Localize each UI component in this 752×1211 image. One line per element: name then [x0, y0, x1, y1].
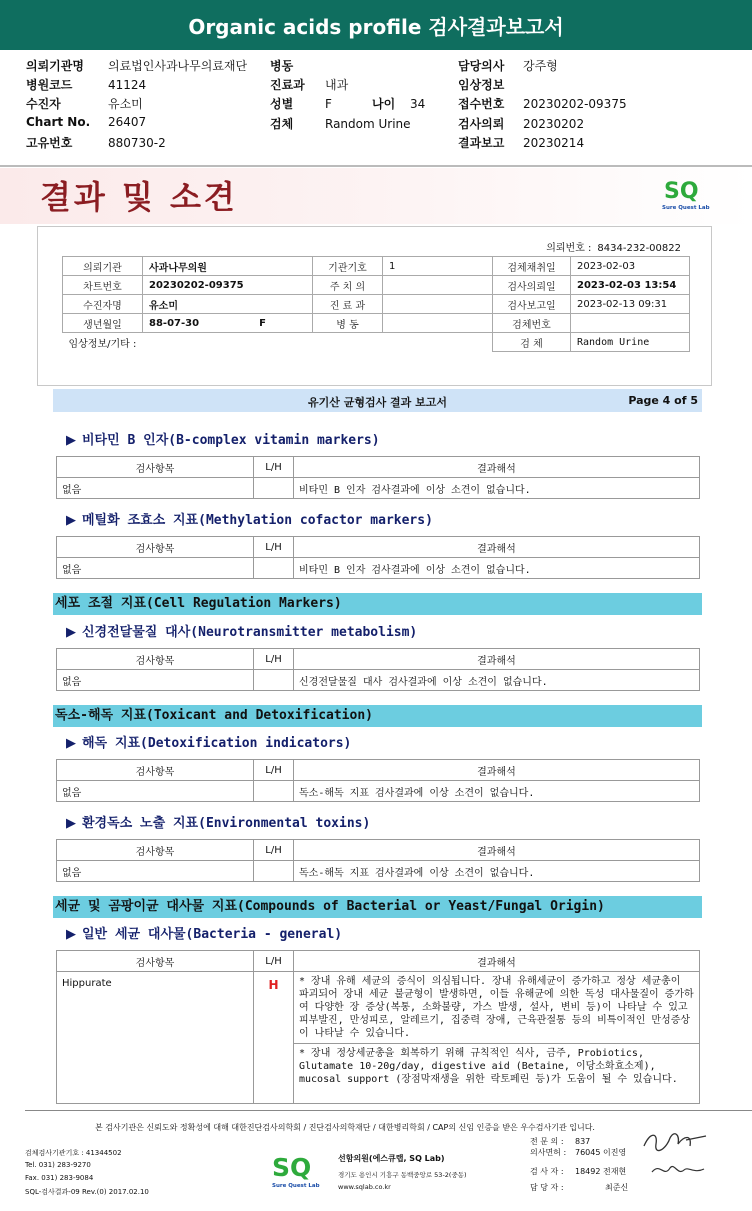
header-field: 결과보고 20230214 [458, 136, 585, 150]
result-table: 검사항목 L/H 결과해석 없음 독소-해독 지표 검사결과에 이상 소견이 없습니다. [56, 759, 700, 802]
subsection-title: ▶ 비타민 B 인자(B-complex vitamin markers) [66, 433, 380, 448]
header-field: 성별 F [270, 97, 332, 111]
header-field: 진료과 내과 [270, 78, 349, 92]
doctor-line: 의사면허 : 76045 이진영 [530, 1148, 627, 1157]
section-band: 세포 조절 지표(Cell Regulation Markers) [53, 593, 702, 615]
report-header-bar [53, 389, 702, 412]
subsection-title: ▶ 일반 세균 대사물(Bacteria - general) [66, 927, 343, 942]
table-row: 없음 독소-해독 지표 검사결과에 이상 소견이 없습니다. [57, 861, 700, 882]
result-title: 결과 및 소견 [40, 178, 238, 216]
header-field: 고유번호 880730-2 [26, 136, 166, 150]
footer-info: Tel. 031) 283-9270 [25, 1161, 91, 1169]
section-band: 독소-해독 지표(Toxicant and Detoxification) [53, 705, 702, 727]
patient-info-box [37, 226, 712, 386]
result-table: 검사항목 L/H 결과해석 없음 비타민 B 인자 검사결과에 이상 소견이 없습니다. [56, 456, 700, 499]
table-row: 없음 비타민 B 인자 검사결과에 이상 소견이 없습니다. [57, 558, 700, 579]
header-info [0, 50, 752, 168]
header-field: 병동 [270, 59, 294, 73]
footer-info: Fax. 031) 283-9084 [25, 1174, 94, 1182]
result-table: 검사항목 L/H 결과해석 Hippurate H * 장내 유해 세균의 증식이 의심됩니다. 장내 유해세균이 증가하고 정상 세균총이 파괴되어 장내 세균 불균형이 발생하면, 이들 유해균에 의한 독성 대사물질이 증가하여 다양한 장 증상(복통, 소화불량, 가스 발생, 설사, 변비 등)이 나타날 수 있고 피부발진, 만성피로, 알레르기, 집중력 장애, 근육관절통 등의 비특이적인 만성증상이 나타날 수 있습니다. * 장내 정상세균총을 회복하기 위해 규칙적인 식사, 금주, Probiotics, Glutamate 10-20g/day, digestive aid (Betaine, 이당소화효소제), mucosal support (장점막재생을 위한 락토페린 등)가 도움이 될 수 있습니다. [56, 950, 700, 1104]
footer-divider [25, 1110, 752, 1111]
subsection-title: ▶ 신경전달물질 대사(Neurotransmitter metabolism) [66, 625, 418, 640]
table-row: Hippurate H * 장내 유해 세균의 증식이 의심됩니다. 장내 유해세균이 증가하고 정상 세균총이 파괴되어 장내 세균 불균형이 발생하면, 이들 유해균에 의한 독성 대사물질이 증가하여 다양한 장 증상(복통, 소화불량, 가스 발생, 설사, 변비 등)이 나타날 수 있고 피부발진, 만성피로, 알레르기, 집중력 장애, 근육관절통 등의 비특이적인 만성증상이 나타날 수 있습니다. [57, 972, 700, 1044]
header-field: 수진자 유소미 [26, 97, 143, 111]
logo-sub: Sure Quest Lab [662, 205, 710, 211]
sq-logo [660, 176, 720, 212]
header-field: 검체 Random Urine [270, 117, 411, 131]
signature-1 [640, 1128, 710, 1158]
report-title-bar [0, 0, 752, 50]
subsection-title: ▶ 메틸화 조효소 지표(Methylation cofactor markers) [66, 513, 433, 528]
subsection-title: ▶ 환경독소 노출 지표(Environmental toxins) [66, 816, 371, 831]
doctor-line: 검 사 자 : 18492 전재현 [530, 1167, 627, 1176]
header-field: 임상정보 [458, 78, 505, 92]
table-row: 없음 독소-해독 지표 검사결과에 이상 소견이 없습니다. [57, 781, 700, 802]
logo-sub: Sure Quest Lab [272, 1183, 320, 1189]
doctor-line: 담 당 자 : 최준신 [530, 1183, 629, 1192]
report-title: Organic acids profile 검사결과보고서 [188, 15, 564, 39]
high-flag: H [254, 972, 294, 1104]
result-table: 검사항목 L/H 결과해석 없음 비타민 B 인자 검사결과에 이상 소견이 없습니다. [56, 536, 700, 579]
header-field: 의뢰기관명 의료법인사과나무의료재단 [26, 59, 248, 73]
logo-mark: SQ [664, 179, 699, 204]
header-field: Chart No. 26407 [26, 115, 147, 129]
table-row: * 장내 정상세균총을 회복하기 위해 규칙적인 식사, 금주, Probiotics, Glutamate 10-20g/day, digestive aid (Betaine, 이당소화효소제), mucosal support (장점막재생을 위한 락토페린 등)가 도움이 될 수 있습니다. [57, 1044, 700, 1104]
footer-info: 검체검사기관기호 : 41344502 [25, 1149, 122, 1157]
header-divider [0, 165, 752, 167]
page-number: Page 4 of 5 [628, 394, 698, 407]
table-row: 없음 비타민 B 인자 검사결과에 이상 소견이 없습니다. [57, 478, 700, 499]
org-website[interactable]: www.sqlab.co.kr [338, 1183, 391, 1191]
header-field-age: 나이 34 [372, 97, 426, 111]
header-field: 검사의뢰 20230202 [458, 117, 585, 131]
section-band: 세균 및 곰팡이균 대사물 지표(Compounds of Bacterial or Yeast/Fungal Origin) [53, 896, 702, 918]
doctor-line: 전 문 의 : 837 [530, 1137, 591, 1146]
certification-text: 본 검사기관은 신뢰도와 정확성에 대해 대한진단검사의학회 / 진단검사의학재단 / 대한병리학회 / CAP의 신임 인증을 받은 우수검사기관 입니다. [95, 1123, 595, 1132]
org-address: 경기도 용인시 기흥구 동백중앙로 53-2(중동) [338, 1171, 467, 1179]
result-table: 검사항목 L/H 결과해석 없음 신경전달물질 대사 검사결과에 이상 소견이 없습니다. [56, 648, 700, 691]
table-row: 없음 신경전달물질 대사 검사결과에 이상 소견이 없습니다. [57, 670, 700, 691]
sq-logo-footer [270, 1152, 330, 1190]
signature-2 [648, 1160, 708, 1186]
footer-info: SQL-검사결과-09 Rev.(0) 2017.02.10 [25, 1188, 149, 1196]
result-table: 검사항목 L/H 결과해석 없음 독소-해독 지표 검사결과에 이상 소견이 없습니다. [56, 839, 700, 882]
subsection-title: ▶ 해독 지표(Detoxification indicators) [66, 736, 352, 751]
patient-info-table: 의뢰기관 사과나무의원 기관기호 1 검체채취일 2023-02-03 차트번호 20230202-09375 주 치 의 검사의뢰일 2023-02-03 13:54 수진자명 유소미 진 료 과 검사보고일 2023-02-13 09:31 생년월일 88-07-30 F 병 동 검체번호 임상정보/기타 : 검 체 Random Urine [62, 256, 690, 352]
org-name: 선함의원(에스큐랩, SQ Lab) [338, 1154, 445, 1163]
header-field: 접수번호 20230202-09375 [458, 97, 627, 111]
logo-mark: SQ [272, 1153, 312, 1182]
header-field: 담당의사 강주형 [458, 59, 558, 73]
request-number: 의뢰번호 : 8434-232-00822 [546, 243, 681, 254]
report-subtitle: 유기산 균형검사 결과 보고서 [308, 396, 447, 409]
header-field: 병원코드 41124 [26, 78, 147, 92]
